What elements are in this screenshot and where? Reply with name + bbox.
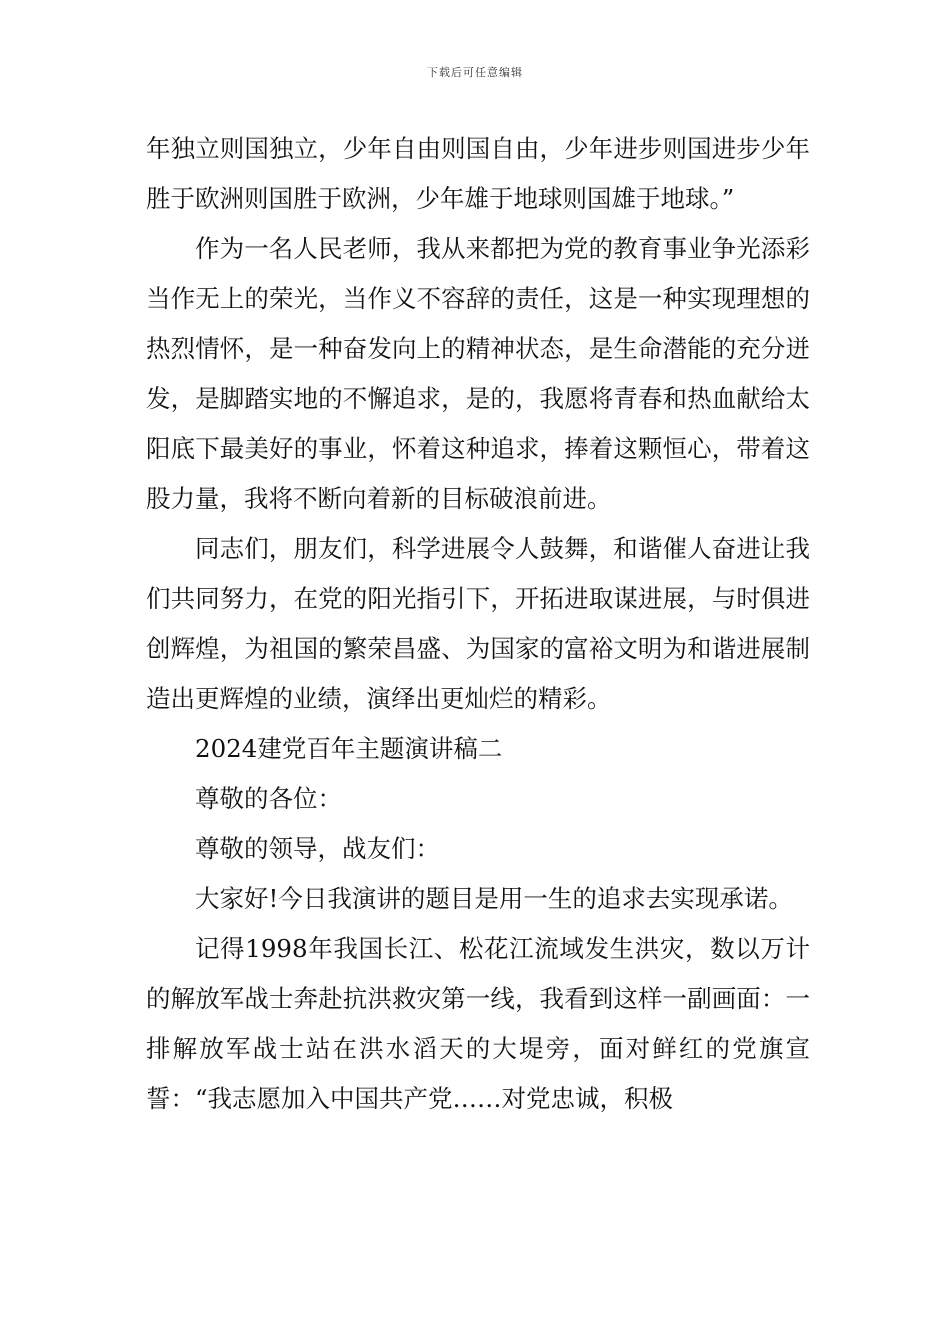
paragraph-4: 记得1998年我国长江、松花江流域发生洪灾，数以万计的解放军战士奔赴抗洪救灾第一线，我看到这样一副画面：一排解放军战士站在洪水滔天的大堤旁，面对鲜红的党旗宣誓：“我志愿加入中国共产党……对党忠诚，积极 <box>146 934 810 1113</box>
paragraph-2: 作为一名人民老师，我从来都把为党的教育事业争光添彩当作无上的荣光，当作义不容辞的责任，这是一种实现理想的热烈情怀，是一种奋发向上的精神状态，是生命潜能的充分迸发，是脚踏实地的不懈追求，是的，我愿将青春和热血献给太阳底下最美好的事业，怀着这种追求，捧着这颗恒心，带着这股力量，我将不断向着新的目标破浪前进。 <box>146 234 810 513</box>
section-title: 2024建党百年主题演讲稿二 <box>195 734 503 763</box>
salutation-1: 尊敬的各位： <box>195 784 342 813</box>
paragraph-3: 同志们，朋友们，科学进展令人鼓舞，和谐催人奋进让我们共同努力，在党的阳光指引下，开拓进取谋进展，与时俱进创辉煌，为祖国的繁荣昌盛、为国家的富裕文明为和谐进展制造出更辉煌的业绩，演绎出更灿烂的精彩。 <box>146 534 810 713</box>
paragraph-1: 年独立则国独立，少年自由则国自由，少年进步则国进步少年胜于欧洲则国胜于欧洲，少年雄于地球则国雄于地球。” <box>146 134 810 213</box>
page-header: 下载后可任意编辑 <box>427 66 523 79</box>
document-body <box>146 124 810 1124</box>
paragraph-greeting: 大家好!今日我演讲的题目是用一生的追求去实现承诺。 <box>195 884 793 913</box>
salutation-2: 尊敬的领导，战友们： <box>195 834 440 863</box>
